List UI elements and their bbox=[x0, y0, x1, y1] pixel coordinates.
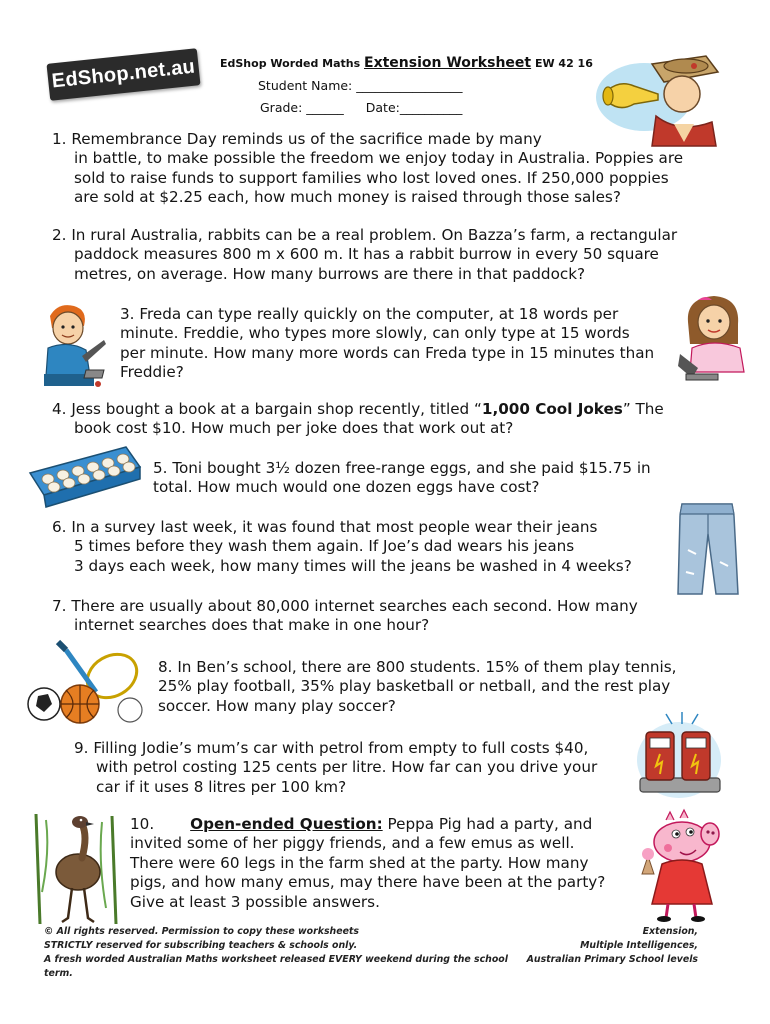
date-field[interactable]: Date:__________ bbox=[365, 100, 463, 115]
question-3-line: per minute. How many more words can Freda type in 15 minutes than bbox=[120, 343, 655, 362]
question-10-heading: Open-ended Question: bbox=[190, 815, 383, 833]
question-1 bbox=[52, 130, 722, 208]
footer-line: © All rights reserved. Permission to copy these worksheets bbox=[44, 926, 359, 937]
question-10-line bbox=[130, 815, 640, 834]
question-8-line: 8. In Ben’s school, there are 800 students. 15% of them play tennis, bbox=[158, 658, 677, 676]
question-3-line: Freddie? bbox=[120, 363, 184, 382]
peppa-pig-icon bbox=[636, 812, 732, 922]
question-7 bbox=[52, 597, 732, 636]
title-prefix: EdShop Worded Maths bbox=[220, 57, 364, 70]
question-9-line: car if it uses 8 litres per 100 km? bbox=[96, 777, 347, 796]
question-2-line: 2. In rural Australia, rabbits can be a real problem. On Bazza’s farm, a rectangular bbox=[52, 226, 678, 244]
emu-icon bbox=[32, 812, 122, 924]
question-6-line: 5 times before they wash them again. If Joe’s dad wears his jeans bbox=[74, 537, 575, 556]
question-6 bbox=[52, 518, 692, 576]
edshop-logo: EdShop.net.au bbox=[46, 48, 200, 101]
footer-line: STRICTLY reserved for subscribing teachers & schools only. bbox=[44, 940, 358, 951]
footer-line: Extension, bbox=[642, 926, 698, 937]
question-9-line: 9. Filling Jodie’s mum’s car with petrol from empty to full costs $40, bbox=[74, 739, 589, 757]
question-10-text: Peppa Pig had a party, and bbox=[382, 815, 593, 833]
question-8 bbox=[158, 658, 718, 716]
question-7-line: 7. There are usually about 80,000 internet searches each second. How many bbox=[52, 597, 638, 615]
question-1-line: in battle, to make possible the freedom we enjoy today in Australia. Poppies are bbox=[74, 149, 684, 168]
footer-line: Australian Primary School levels bbox=[526, 954, 698, 965]
question-5-line: 5. Toni bought 3½ dozen free-range eggs, and she paid $15.75 in bbox=[153, 459, 651, 477]
question-6-line: 3 days each week, how many times will the jeans be washed in 4 weeks? bbox=[74, 556, 632, 575]
question-8-line: soccer. How many play soccer? bbox=[158, 696, 396, 715]
question-4-text: 4. Jess bought a book at a bargain shop recently, titled “ bbox=[52, 400, 482, 418]
petrol-pump-icon bbox=[636, 710, 722, 800]
question-2 bbox=[52, 226, 732, 284]
question-3-line: 3. Freda can type really quickly on the computer, at 18 words per bbox=[120, 305, 619, 323]
footer-line: Multiple Intelligences, bbox=[580, 940, 698, 951]
question-4-text: ” The bbox=[622, 400, 664, 418]
student-name-field[interactable]: Student Name: _________________ bbox=[258, 78, 463, 93]
question-1-line: are sold at $2.25 each, how much money is raised through those sales? bbox=[74, 188, 621, 207]
title-main: Extension Worksheet bbox=[364, 55, 532, 71]
title-code: EW 42 16 bbox=[531, 57, 593, 70]
footer-line: A fresh worded Australian Maths worksheet released EVERY weekend during the school term. bbox=[44, 954, 508, 979]
jeans-icon bbox=[672, 500, 742, 596]
sports-balls-icon bbox=[26, 640, 154, 726]
footer-levels bbox=[520, 925, 698, 967]
question-10-number: 10. bbox=[130, 815, 155, 833]
question-10-line: Give at least 3 possible answers. bbox=[130, 892, 380, 911]
question-10 bbox=[130, 815, 640, 912]
question-1-line: 1. Remembrance Day reminds us of the sacrifice made by many bbox=[52, 130, 542, 148]
girl-laptop-icon bbox=[678, 292, 750, 384]
question-6-line: 6. In a survey last week, it was found that most people wear their jeans bbox=[52, 518, 598, 536]
question-10-line: There were 60 legs in the farm shed at the party. How many bbox=[130, 853, 589, 872]
question-10-line: invited some of her piggy friends, and a few emus as well. bbox=[130, 834, 575, 853]
grade-field[interactable]: Grade: ______ bbox=[260, 100, 344, 115]
question-9 bbox=[74, 739, 634, 797]
question-5-line: total. How much would one dozen eggs have cost? bbox=[153, 478, 540, 497]
question-5 bbox=[153, 459, 713, 498]
question-3-line: minute. Freddie, who types more slowly, can only type at 15 words bbox=[120, 324, 630, 343]
book-title: 1,000 Cool Jokes bbox=[481, 400, 623, 418]
question-10-line: pigs, and how many emus, may there have been at the party? bbox=[130, 873, 606, 892]
question-4 bbox=[52, 400, 732, 439]
question-8-line: 25% play football, 35% play basketball or netball, and the rest play bbox=[158, 677, 671, 696]
question-2-line: metres, on average. How many burrows are there in that paddock? bbox=[74, 264, 586, 283]
question-3 bbox=[120, 305, 680, 383]
question-4-line bbox=[52, 400, 732, 419]
question-4-line: book cost $10. How much per joke does that work out at? bbox=[74, 419, 514, 438]
worksheet-title bbox=[220, 55, 593, 71]
boy-laptop-icon bbox=[38, 300, 106, 390]
egg-carton-icon bbox=[26, 443, 144, 511]
footer-copyright bbox=[44, 925, 514, 981]
question-7-line: internet searches does that make in one hour? bbox=[74, 616, 430, 635]
question-2-line: paddock measures 800 m x 600 m. It has a rabbit burrow in every 50 square bbox=[74, 245, 659, 264]
grade-date-line bbox=[260, 100, 462, 115]
question-1-line: sold to raise funds to support families who lost loved ones. If 250,000 poppies bbox=[74, 168, 669, 187]
question-9-line: with petrol costing 125 cents per litre. How far can you drive your bbox=[96, 758, 598, 777]
